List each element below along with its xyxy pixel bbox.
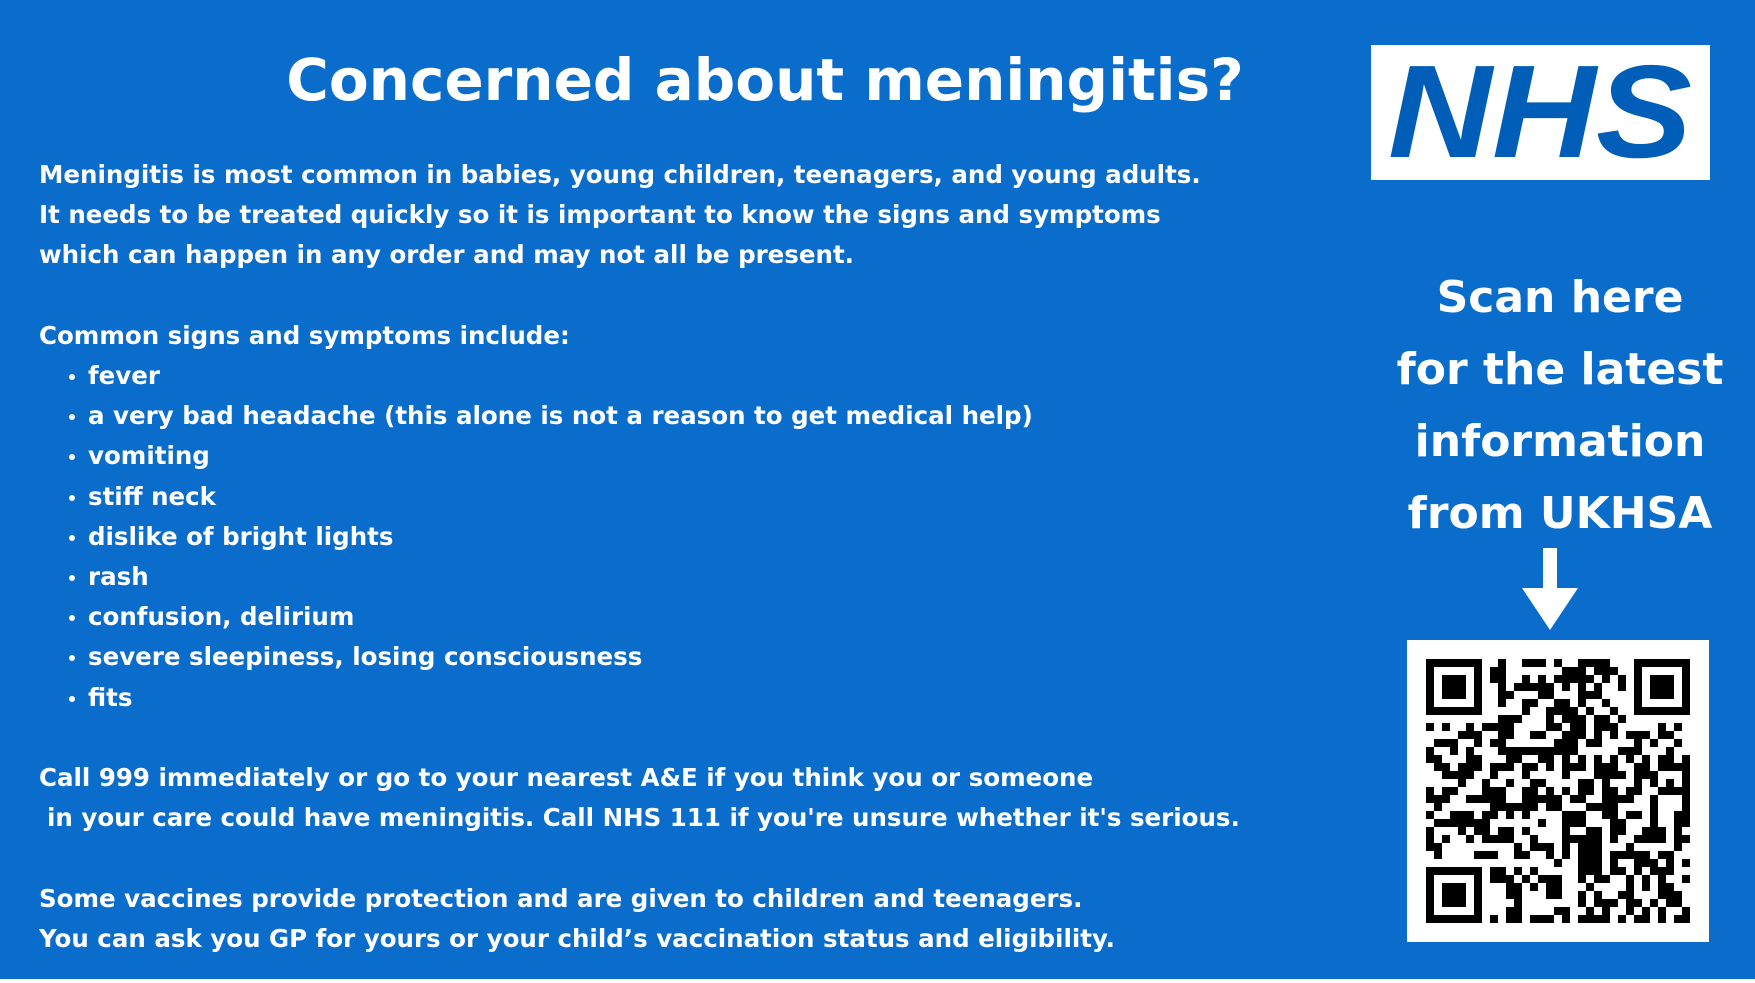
- intro-line: which can happen in any order and may not all be present.: [39, 240, 854, 270]
- vaccines-line: Some vaccines provide protection and are given to children and teenagers.: [39, 883, 1083, 913]
- symptom-item: stiff neck: [69, 477, 1309, 517]
- symptom-item: dislike of bright lights: [69, 517, 1309, 557]
- symptom-item: vomiting: [69, 436, 1309, 476]
- emergency-line: Call 999 immediately or go to your nearest A&E if you think you or someone: [39, 763, 1094, 793]
- nhs-logo-text: NHS: [1388, 45, 1692, 180]
- scan-prompt-line: from UKHSA: [1407, 488, 1713, 539]
- arrow-down-icon: [1520, 548, 1580, 632]
- page-title: Concerned about meningitis?: [286, 46, 1244, 114]
- symptom-item: rash: [69, 557, 1309, 597]
- emergency-line: in your care could have meningitis. Call NHS 111 if you're unsure whether it's serious.: [47, 803, 1240, 833]
- scan-prompt: [1390, 262, 1730, 550]
- symptom-item: severe sleepiness, losing consciousness: [69, 637, 1309, 677]
- symptoms-heading: Common signs and symptoms include:: [39, 320, 570, 350]
- symptoms-list: [39, 356, 1309, 718]
- scan-prompt-line: Scan here: [1436, 272, 1684, 323]
- vaccines-line: You can ask you GP for yours or your child’s vaccination status and eligibility.: [39, 923, 1115, 953]
- scan-prompt-line: for the latest: [1396, 344, 1724, 395]
- symptom-item: confusion, delirium: [69, 597, 1309, 637]
- qr-code-icon[interactable]: [1407, 640, 1709, 942]
- intro-line: It needs to be treated quickly so it is important to know the signs and symptoms: [39, 200, 1161, 230]
- symptom-item: fever: [69, 356, 1309, 396]
- main-content: [39, 155, 1309, 959]
- intro-line: Meningitis is most common in babies, young children, teenagers, and young adults.: [39, 160, 1201, 189]
- nhs-logo: [1371, 45, 1710, 180]
- symptom-item: fits: [69, 678, 1309, 718]
- symptom-item: a very bad headache (this alone is not a reason to get medical help): [69, 396, 1309, 436]
- scan-prompt-line: information: [1414, 416, 1706, 467]
